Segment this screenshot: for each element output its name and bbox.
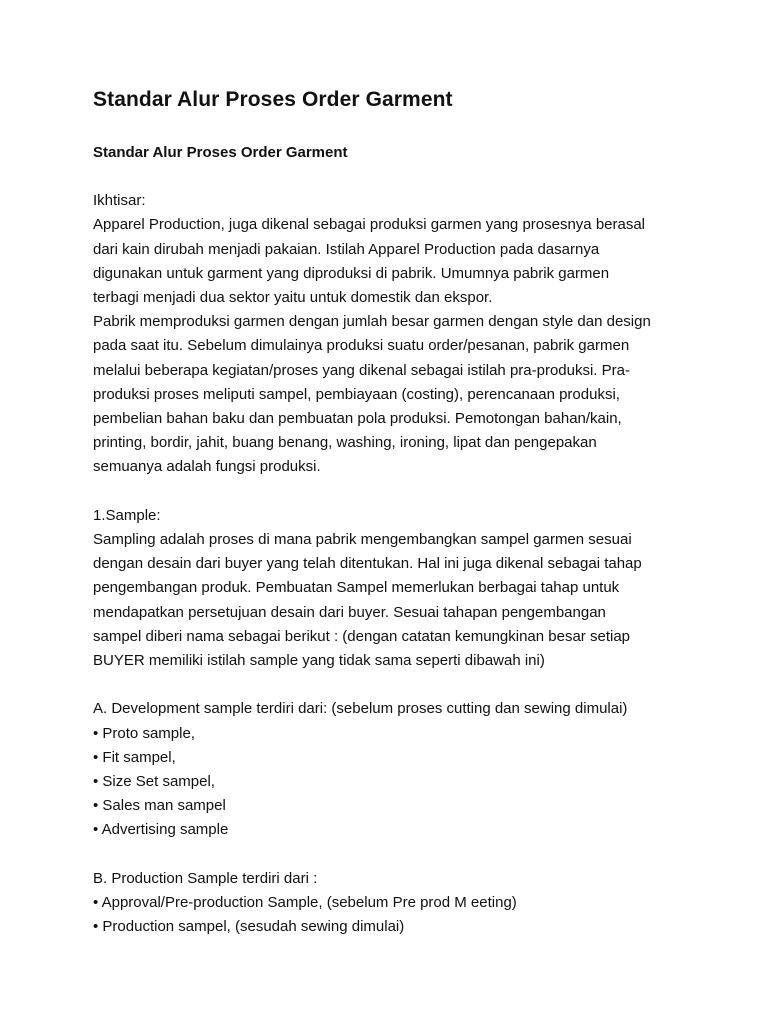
paragraph-gap: [93, 843, 683, 867]
bullet-item: • Sales man sampel: [93, 797, 226, 815]
text-line: pembelian bahan baku dan pembuatan pola produksi. Pemotongan bahan/kain,: [93, 410, 622, 428]
section-overview: [93, 189, 683, 479]
bullet-item: • Production sampel, (sesudah sewing dimulai): [93, 918, 405, 936]
bullet-item: • Advertising sample: [93, 821, 229, 839]
document-title: Standar Alur Proses Order Garment: [93, 88, 453, 111]
section-heading: A. Development sample terdiri dari: (sebelum proses cutting dan sewing dimulai): [93, 700, 628, 718]
text-line: dari kain dirubah menjadi pakaian. Istilah Apparel Production pada dasarnya: [93, 240, 600, 258]
section-heading: 1.Sample:: [93, 506, 161, 524]
text-line: melalui beberapa kegiatan/proses yang dikenal sebagai istilah pra-produksi. Pra-: [93, 361, 630, 379]
paragraph-gap: [93, 673, 683, 697]
text-line: terbagi menjadi dua sektor yaitu untuk domestik dan ekspor.: [93, 289, 493, 306]
bullet-item: • Approval/Pre-production Sample, (sebelum Pre prod M eeting): [93, 894, 517, 912]
bullet-item: • Size Set sampel,: [93, 773, 215, 791]
text-line: Ikhtisar:: [93, 192, 146, 210]
text-line: BUYER memiliki istilah sample yang tidak sama seperti dibawah ini): [93, 652, 545, 670]
bullet-item: • Fit sampel,: [93, 748, 176, 766]
section-production-sample: [93, 867, 683, 940]
text-line: dengan desain dari buyer yang telah ditentukan. Hal ini juga dikenal sebagai tahap: [93, 555, 642, 573]
text-line: Sampling adalah proses di mana pabrik mengembangkan sampel garmen sesuai: [93, 531, 632, 549]
section-sample: [93, 504, 683, 673]
text-line: Apparel Production, juga dikenal sebagai produksi garmen yang prosesnya berasal: [93, 216, 646, 234]
section-heading: B. Production Sample terdiri dari :: [93, 869, 318, 887]
section-development-sample: [93, 697, 683, 842]
document-subtitle: Standar Alur Proses Order Garment: [93, 144, 348, 161]
text-line: Pabrik memproduksi garmen dengan jumlah besar garmen dengan style dan design: [93, 313, 651, 331]
text-line: sampel diberi nama sebagai berikut : (dengan catatan kemungkinan besar setiap: [93, 627, 630, 645]
text-line: pengembangan produk. Pembuatan Sampel memerlukan berbagai tahap untuk: [93, 579, 620, 597]
text-line: printing, bordir, jahit, buang benang, washing, ironing, lipat dan pengepakan: [93, 434, 597, 452]
text-line: produksi proses meliputi sampel, pembiayaan (costing), perencanaan produksi,: [93, 385, 620, 403]
text-line: pada saat itu. Sebelum dimulainya produksi suatu order/pesanan, pabrik garmen: [93, 337, 630, 355]
bullet-item: • Proto sample,: [93, 724, 195, 742]
text-line: digunakan untuk garment yang diproduksi di pabrik. Umumnya pabrik garmen: [93, 264, 610, 282]
text-line: semuanya adalah fungsi produksi.: [93, 458, 321, 476]
document-content: [93, 86, 683, 939]
paragraph-gap: [93, 480, 683, 504]
paragraph-gap: [93, 165, 683, 189]
text-line: mendapatkan persetujuan desain dari buyer. Sesuai tahapan pengembangan: [93, 603, 606, 621]
